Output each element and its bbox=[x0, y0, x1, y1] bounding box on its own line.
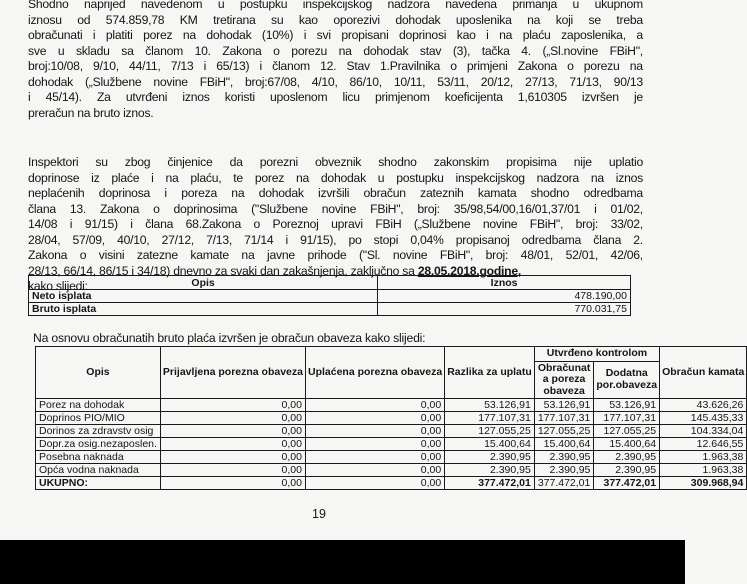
column-header: Iznos bbox=[378, 276, 631, 290]
column-header: Prijavljena porezna obaveza bbox=[160, 347, 305, 399]
table-cell: 478.190,00 bbox=[378, 290, 631, 303]
text-line: sve u skladu sa članom 10. Zakona o porezu na dohodak stav (3), tačka 4. („Sl.novine FBiH", bbox=[28, 43, 643, 58]
table-cell: UKUPNO: bbox=[36, 477, 161, 490]
text-line: kako slijedi: bbox=[28, 279, 88, 294]
table-cell: 15.400,64 bbox=[534, 438, 594, 451]
text-line: Inspektori su zbog činjenice da porezni obveznik shodno zakonskim propisima nije uplatio bbox=[28, 155, 643, 169]
table-cell: 177.107,31 bbox=[445, 412, 535, 425]
page-number: 19 bbox=[312, 507, 326, 521]
text-line: neplaćenih doprinosa i poreza na dohodak izvršili obračun zateznih kamata shodno odredbama bbox=[28, 186, 643, 201]
table-row bbox=[29, 303, 631, 316]
table-cell: 1.963,38 bbox=[660, 464, 747, 477]
table-cell: 0,00 bbox=[305, 438, 444, 451]
deadline-date: 28.05.2018.godine, bbox=[417, 263, 522, 278]
column-header: Opis bbox=[29, 276, 378, 290]
table-cell: 177.107,31 bbox=[534, 412, 594, 425]
table-cell: Dopr.za osig.nezaposlen. bbox=[36, 438, 161, 451]
column-header: Utvrđeno kontrolom bbox=[534, 347, 659, 362]
table-row bbox=[36, 425, 747, 438]
text-line: iznosu od 574.859,78 KM tretirana su kao oporezivi dohodak uposlenika na koji se treba bbox=[28, 12, 643, 27]
table-row bbox=[36, 464, 747, 477]
table-row bbox=[36, 399, 747, 412]
column-header: Obračun kamata bbox=[660, 347, 747, 399]
text-line: Shodno naprijed navedenom u postupku inspekcijskog nadzora navedena primanja u ukupnom bbox=[28, 0, 643, 11]
table-row bbox=[36, 438, 747, 451]
paragraph-2 bbox=[28, 155, 643, 295]
table-cell: Opća vodna naknada bbox=[36, 464, 161, 477]
table-cell: 15.400,64 bbox=[594, 438, 660, 451]
table-cell: 43.626,26 bbox=[660, 399, 747, 412]
table-cell: 0,00 bbox=[160, 399, 305, 412]
table-cell: Posebna naknada bbox=[36, 451, 161, 464]
text-line: člana 13. Zakona o doprinosima ("Službene novine FBiH", broj: 35/98,54/00,16/01,37/01 i 01/02, bbox=[28, 201, 643, 216]
table-row bbox=[36, 451, 747, 464]
table-cell: Doprinos PIO/MIO bbox=[36, 412, 161, 425]
column-header: Dodatna por.obaveza bbox=[594, 361, 660, 399]
table-cell: 12.646,55 bbox=[660, 438, 747, 451]
table-cell: 127.055,25 bbox=[534, 425, 594, 438]
text-span: 28/13, 66/14, 86/15 i 34/18) dnevno za svaki dan zakašnjenja, zaključno sa bbox=[28, 263, 415, 278]
table-cell: 309.968,94 bbox=[660, 477, 747, 490]
table-cell: 0,00 bbox=[160, 477, 305, 490]
table-cell: Neto isplata bbox=[29, 290, 378, 303]
table-cell: 127.055,25 bbox=[445, 425, 535, 438]
table-cell: 53.126,91 bbox=[445, 399, 535, 412]
table-total-row bbox=[36, 477, 747, 490]
table-cell: 2.390,95 bbox=[534, 451, 594, 464]
table-cell: 0,00 bbox=[160, 425, 305, 438]
column-header: Obračunat a poreza obaveza bbox=[534, 361, 594, 399]
text-line: obračunati i platiti porez na dohodak (10%) i svi propisani doprinosi kao i na plaću zaposlenika, a bbox=[28, 28, 643, 43]
text-line: broj:10/08, 9/10, 44/11, 7/13 i 65/13) i članom 12. Stav 1.Pravilnika o primjeni Zakona o porezu na bbox=[28, 59, 643, 74]
table-cell: 53.126,91 bbox=[594, 399, 660, 412]
text-line: doprinose iz plaće i na plaću, te porez na dohodak u postupku inspekcijskog nadzora na iznos bbox=[28, 170, 643, 185]
column-header: Uplaćena porezna obaveza bbox=[305, 347, 444, 399]
table-cell: 0,00 bbox=[305, 464, 444, 477]
table-cell: 2.390,95 bbox=[594, 464, 660, 477]
bottom-black-bar bbox=[0, 540, 685, 584]
table-cell: 377.472,01 bbox=[534, 477, 594, 490]
table-caption: Na osnovu obračunatih bruto plaća izvršen je obračun obaveza kako slijedi: bbox=[33, 331, 426, 345]
table-cell: 1.963,38 bbox=[660, 451, 747, 464]
table-cell: 0,00 bbox=[305, 425, 444, 438]
table-row bbox=[29, 290, 631, 303]
text-line: dohodak („Službene novine FBiH", broj:67/08, 4/10, 86/10, 10/11, 53/11, 20/12, 27/13, 71/13, 90/13 bbox=[28, 74, 643, 89]
table-cell: 0,00 bbox=[160, 412, 305, 425]
column-header: Razlika za uplatu bbox=[445, 347, 535, 399]
table-header-row bbox=[36, 347, 747, 362]
text-line: i 45/14). Za utvrđeni iznos koristi uposlenom licu primjenom koeficijenta 1,610305 izvršen je bbox=[28, 90, 643, 105]
table-cell: 15.400,64 bbox=[445, 438, 535, 451]
table-cell: 377.472,01 bbox=[445, 477, 535, 490]
gross-net-table bbox=[28, 275, 631, 316]
table-cell: 177.107,31 bbox=[594, 412, 660, 425]
table-cell: 0,00 bbox=[305, 451, 444, 464]
table-cell: 0,00 bbox=[160, 464, 305, 477]
table-cell: 0,00 bbox=[305, 477, 444, 490]
table-cell: 770.031,75 bbox=[378, 303, 631, 316]
table-cell: Porez na dohodak bbox=[36, 399, 161, 412]
table-cell: 2.390,95 bbox=[445, 464, 535, 477]
table-cell: 0,00 bbox=[305, 412, 444, 425]
obligations-table bbox=[35, 346, 747, 490]
text-line: Zakona o visini zatezne kamate na javne prihode ("Sl. novine FBiH", broj: 48/01, 52/01, 42/06, bbox=[28, 248, 643, 263]
table-cell: 0,00 bbox=[160, 451, 305, 464]
table-cell: 104.334,04 bbox=[660, 425, 747, 438]
text-line: preračun na bruto iznos. bbox=[28, 105, 154, 120]
table-cell: 2.390,95 bbox=[445, 451, 535, 464]
table-cell: 2.390,95 bbox=[534, 464, 594, 477]
text-line: 14/08 i 91/15) i člana 68.Zakona o Poreznoj upravi FBiH („Službene novine FBiH", broj: 33/02, bbox=[28, 217, 643, 232]
table-header-row bbox=[29, 276, 631, 290]
table-cell: Dorinos za zdravstv osig bbox=[36, 425, 161, 438]
table-cell: Bruto isplata bbox=[29, 303, 378, 316]
table-row bbox=[36, 412, 747, 425]
table-cell: 127.055,25 bbox=[594, 425, 660, 438]
text-line: 28/04, 57/09, 40/10, 27/12, 7/13, 71/14 i 91/15), po stopi 0,04% propisanoj odredbama člana 2. bbox=[28, 232, 643, 247]
table-cell: 2.390,95 bbox=[594, 451, 660, 464]
paragraph-1 bbox=[28, 0, 643, 121]
table-cell: 377.472,01 bbox=[594, 477, 660, 490]
table-cell: 0,00 bbox=[160, 438, 305, 451]
table-cell: 0,00 bbox=[305, 399, 444, 412]
table-cell: 145.435,33 bbox=[660, 412, 747, 425]
column-header: Opis bbox=[36, 347, 161, 399]
table-cell: 53.126,91 bbox=[534, 399, 594, 412]
